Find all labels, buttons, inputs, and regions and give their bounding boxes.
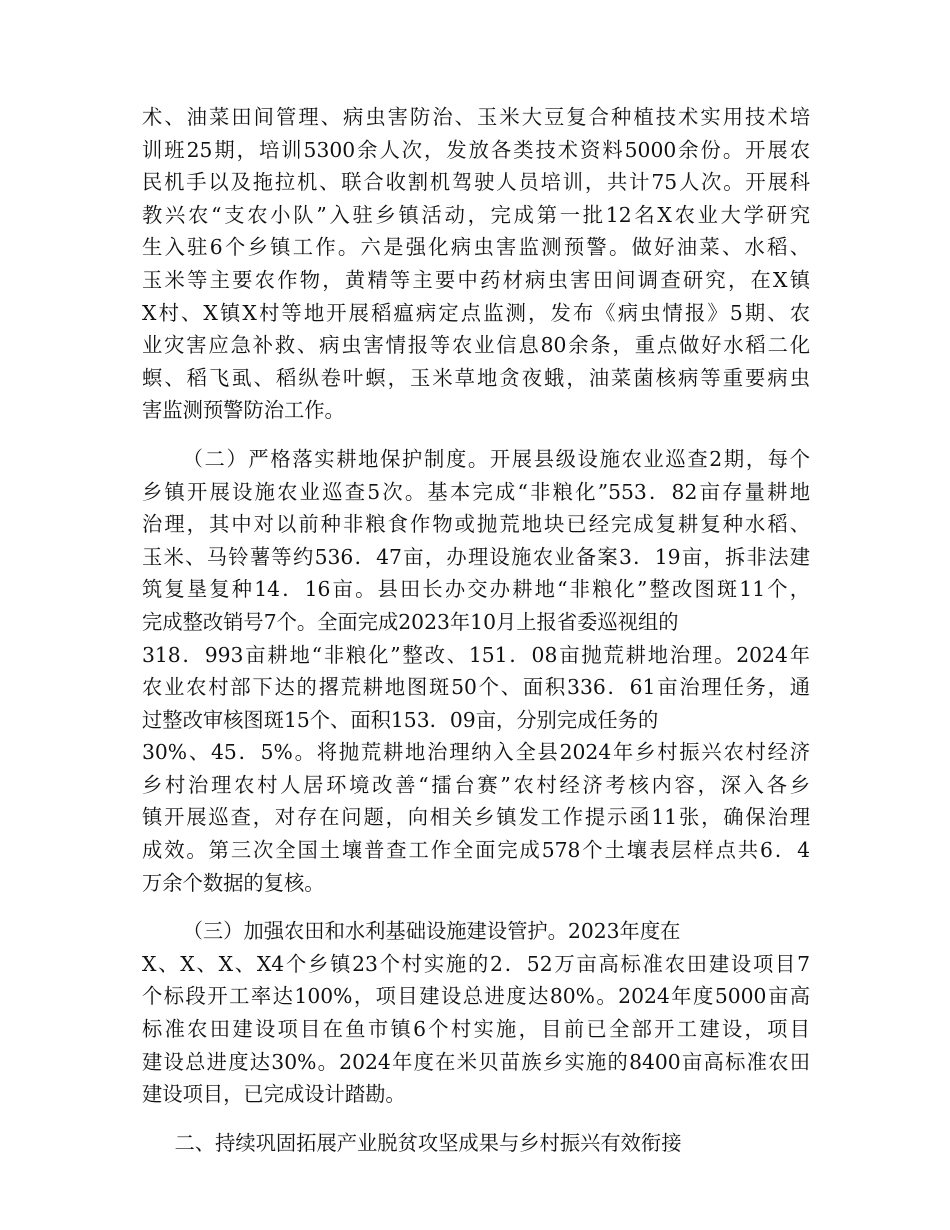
paragraph-farmland-protection [142,443,810,899]
text-line: 个标段开工率达100%，项目建设总进度达80%。2024年度5000亩高 [142,984,810,1009]
text-line: 玉米等主要农作物，黄精等主要中药材病虫害田间调查研究，在X镇 [142,267,810,292]
text-line: 乡村治理农村人居环境改善“擂台赛”农村经济考核内容，深入各乡 [142,772,810,797]
text-line: 业灾害应急补救、病虫害情报等农业信息80余条，重点做好水稻二化 [142,333,810,358]
paragraph-farmland-infrastructure [142,915,810,1111]
document-body [142,101,810,1175]
text-line: 农业农村部下达的撂荒耕地图斑50个、面积336．61亩治理任务，通 [142,675,810,700]
paragraph-training-and-pest-monitoring [142,101,810,427]
text-line: X、X、X、X4个乡镇23个村实施的2．52万亩高标准农田建设项目7 [142,951,810,976]
text-line: 建设总进度达30%。2024年度在米贝苗族乡实施的8400亩高标准农田 [142,1049,810,1074]
text-line: 治理，其中对以前种非粮食作物或抛荒地块已经完成复耕复种水稻、 [142,512,810,537]
text-line: 乡镇开展设施农业巡查5次。基本完成“非粮化”553．82亩存量耕地 [142,479,810,504]
text-line: 术、油菜田间管理、病虫害防治、玉米大豆复合种植技术实用技术培 [142,105,810,129]
text-line: 318．993亩耕地“非粮化”整改、151．08亩抛荒耕地治理。2024年 [142,642,810,667]
text-line: 筑复垦复种14．16亩。县田长办交办耕地“非粮化”整改图斑11个， [142,577,810,602]
section-heading: 二、持续巩固拓展产业脱贫攻坚成果与乡村振兴有效衔接 [174,1130,682,1155]
section-heading-two [142,1127,810,1160]
text-line: 生入驻6个乡镇工作。六是强化病虫害监测预警。做好油菜、水稻、 [142,235,810,260]
text-line: X村、X镇X村等地开展稻瘟病定点监测，发布《病虫情报》5期、农 [142,300,810,325]
text-line: 镇开展巡查，对存在问题，向相关乡镇发工作提示函11张，确保治理 [142,805,810,830]
text-line: 万余个数据的复核。 [142,870,325,895]
text-line: 训班25期，培训5300余人次，发放各类技术资料5000余份。开展农 [142,137,810,162]
text-line: 标准农田建设项目在鱼市镇6个村实施，目前已全部开工建设，项目 [142,1017,810,1042]
text-line: 完成整改销号7个。全面完成2023年10月上报省委巡视组的 [142,609,679,634]
text-line: 建设项目，已完成设计踏勘。 [142,1082,406,1107]
text-line: （二）严格落实耕地保护制度。开展县级设施农业巡查2期，每个 [182,446,810,471]
text-line: 玉米、马铃薯等约536．47亩，办理设施农业备案3．19亩，拆非法建 [142,544,810,569]
text-line: 害监测预警防治工作。 [142,398,345,423]
text-line: （三）加强农田和水利基础设施建设管护。2023年度在 [182,919,681,944]
text-line: 民机手以及拖拉机、联合收割机驾驶人员培训，共计75人次。开展科 [142,170,810,195]
text-line: 30%、45．5%。将抛荒耕地治理纳入全县2024年乡村振兴农村经济 [142,740,810,765]
text-line: 过整改审核图斑15个、面积153．09亩，分别完成任务的 [142,707,659,732]
text-line: 教兴农“支农小队”入驻乡镇活动，完成第一批12名X农业大学研究 [142,202,810,227]
text-line: 螟、稻飞虱、稻纵卷叶螟，玉米草地贪夜蛾，油菜菌核病等重要病虫 [142,365,810,390]
text-line: 成效。第三次全国土壤普查工作全面完成578个土壤表层样点共6．4 [142,838,810,863]
